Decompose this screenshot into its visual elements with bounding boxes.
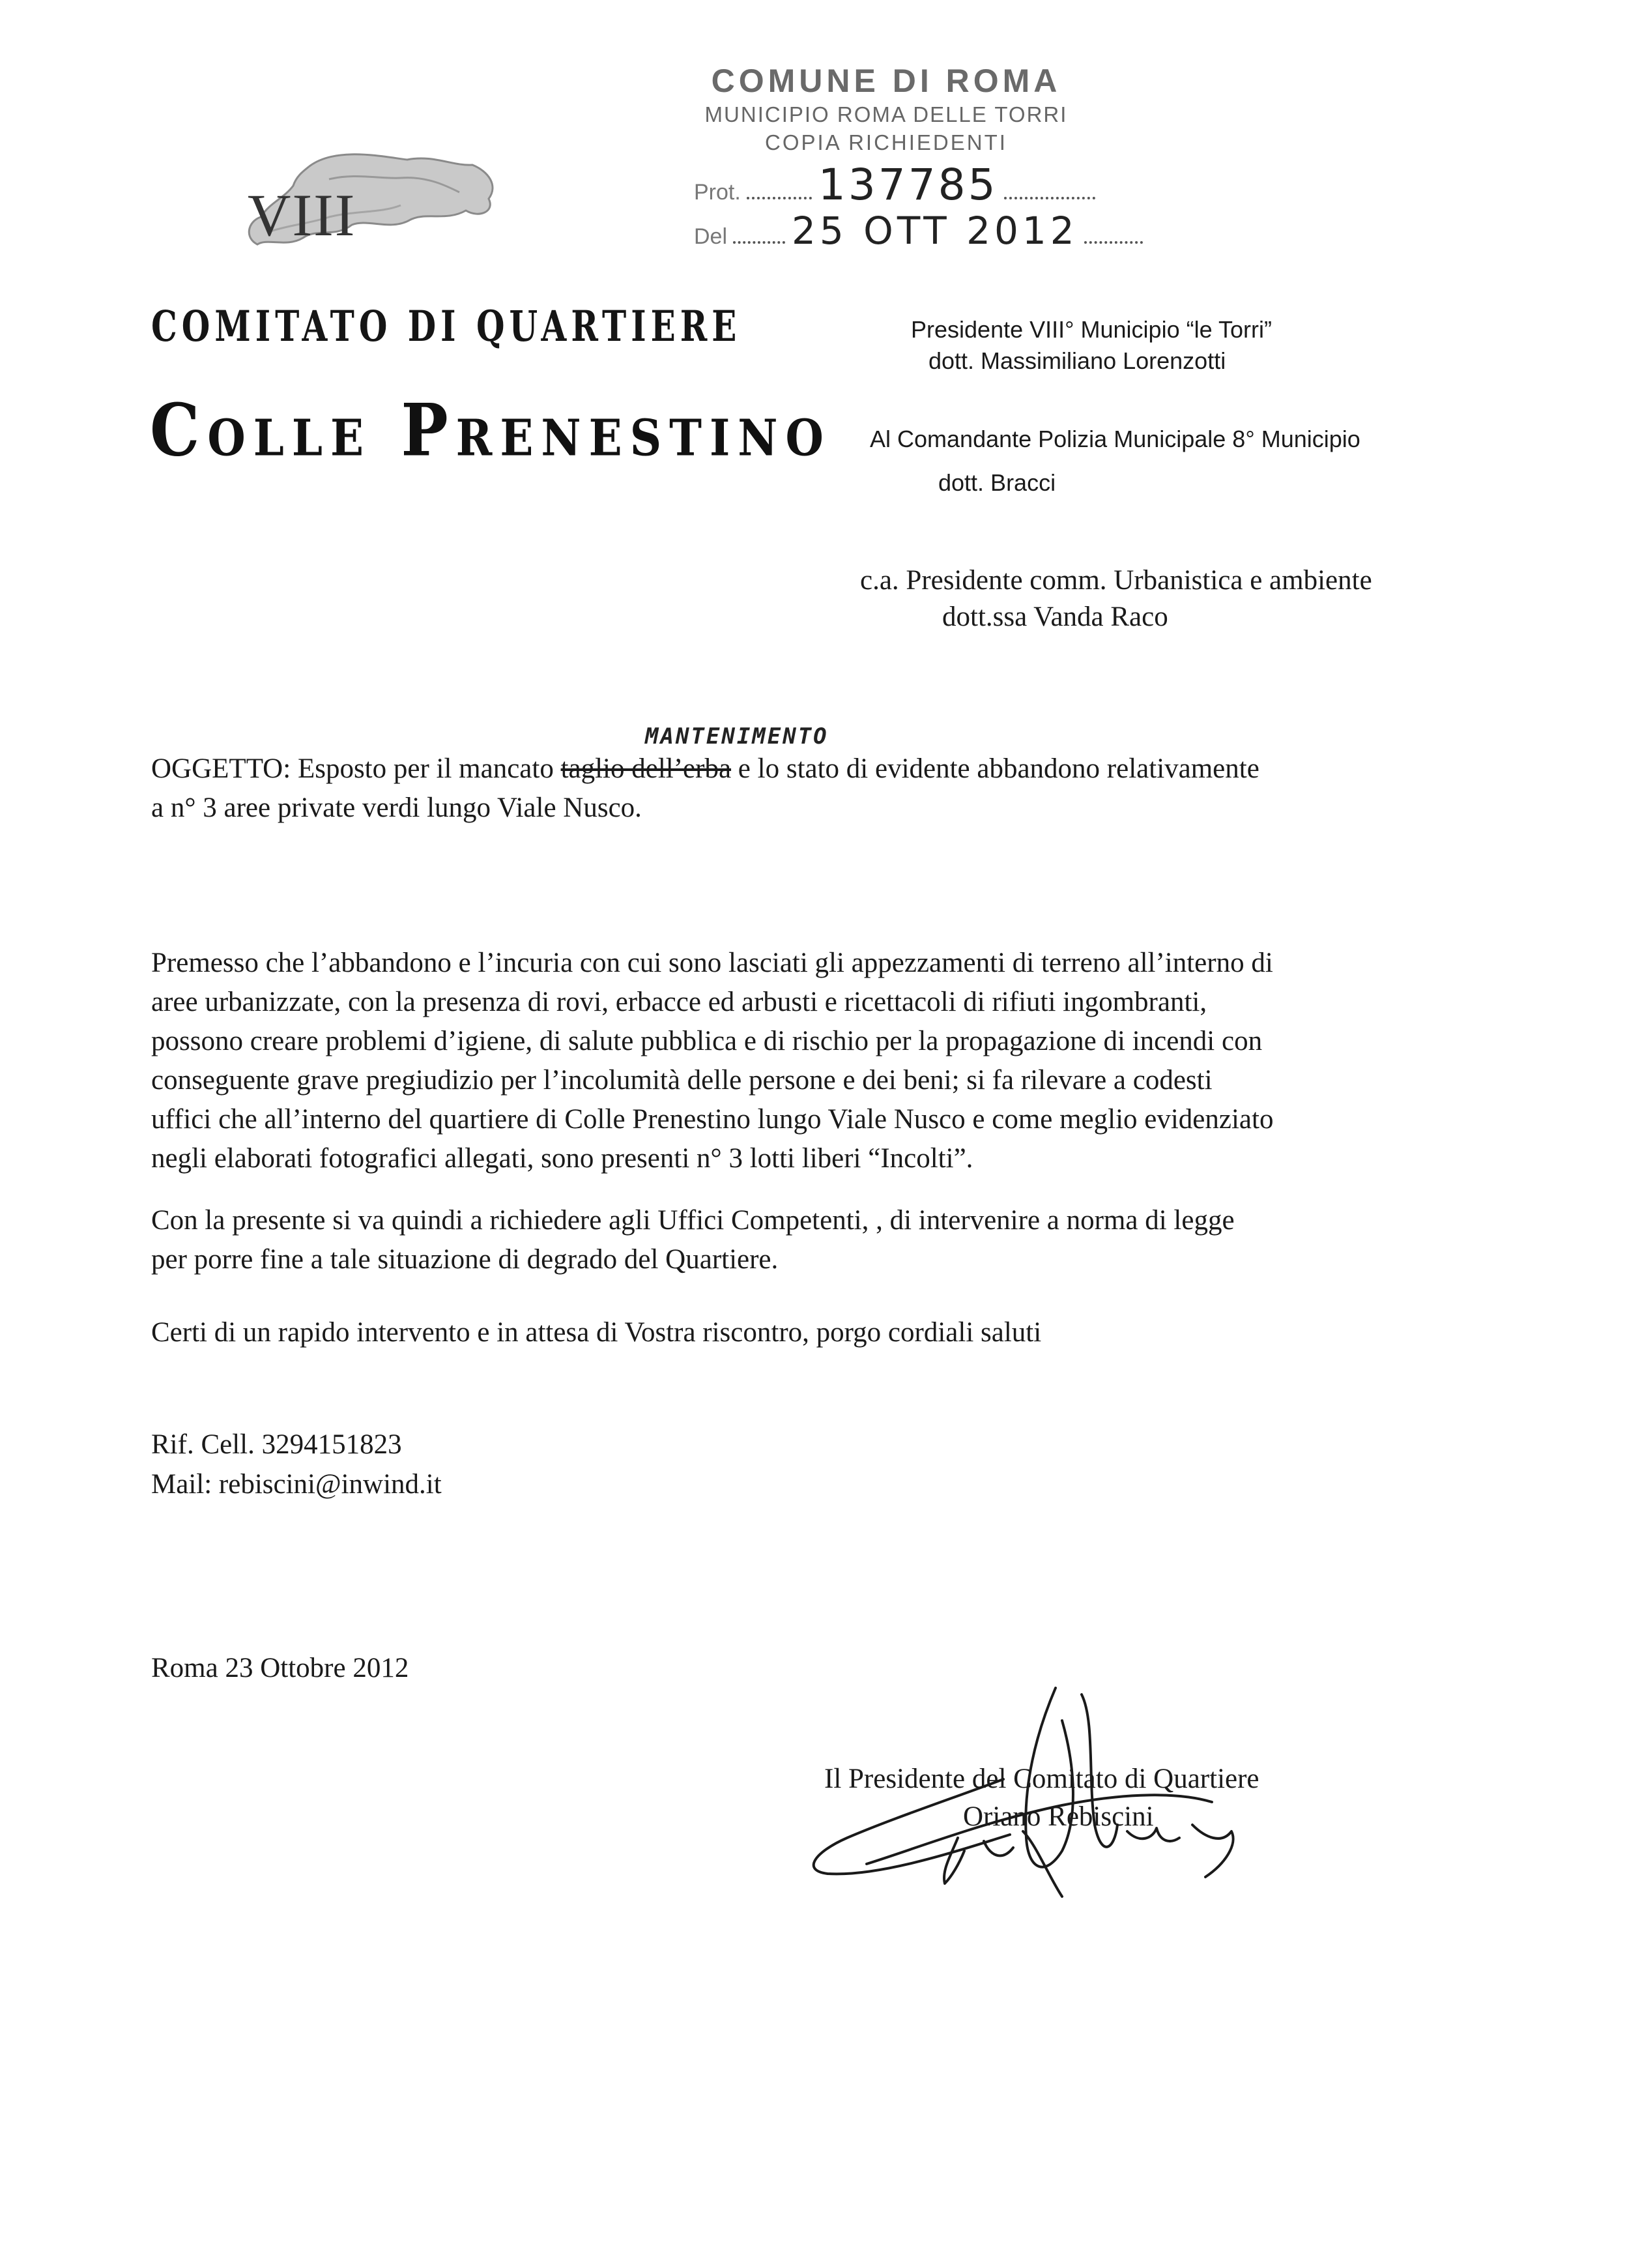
stamp-date: 25 OTT 2012	[791, 209, 1078, 253]
recipient-2-line-2: dott. Bracci	[938, 469, 1056, 496]
contact-phone: Rif. Cell. 3294151823	[151, 1429, 402, 1460]
stamp-municipio: MUNICIPIO ROMA DELLE TORRI	[704, 102, 1068, 126]
handwritten-correction: MANTENIMENTO	[645, 723, 829, 749]
handwritten-signature	[788, 1681, 1277, 1916]
recipient-3-line-2: dott.ssa Vanda Raco	[942, 602, 1168, 632]
subject-line-1	[151, 753, 1259, 785]
body-p1-line: aree urbanizzate, con la presenza di rovi, erbacce ed arbusti e ricettacoli di rifiuti ingombranti,	[151, 987, 1207, 1017]
recipient-2-line-1: Al Comandante Polizia Municipale 8° Municipio	[870, 426, 1360, 452]
stamp-prot-number: 137785	[818, 160, 998, 210]
body-p2-line: per porre fine a tale situazione di degrado del Quartiere.	[151, 1244, 779, 1275]
recipient-1-line-1: Presidente VIII° Municipio “le Torri”	[911, 316, 1272, 343]
body-p1-line: negli elaborati fotografici allegati, sono presenti n° 3 lotti liberi “Incolti”.	[151, 1143, 973, 1174]
body-p1-line: conseguente grave pregiudizio per l’incolumità delle persone e dei beni; si fa rilevare a codesti	[151, 1065, 1213, 1096]
body-paragraph-3	[151, 1313, 1493, 1352]
stamp-prot-row	[694, 160, 1095, 210]
subject-text-after: e lo stato di evidente abbandono relativamente	[731, 753, 1259, 784]
subject-text-before: Esposto per il mancato	[291, 753, 561, 784]
body-p2-line: Con la presente si va quindi a richiedere agli Uffici Competenti, , di intervenire a norma di legge	[151, 1205, 1235, 1236]
recipient-3-line-1: c.a. Presidente comm. Urbanistica e ambiente	[860, 565, 1372, 596]
contact-mail: Mail: rebiscini@inwind.it	[151, 1469, 442, 1500]
municipio-logo	[231, 140, 505, 264]
stamp-date-label: Del	[694, 224, 728, 249]
signature-name: Oriano Rebiscini	[963, 1801, 1154, 1832]
protocol-stamp	[678, 62, 1095, 257]
body-p1-line: possono creare problemi d’igiene, di salute pubblica e di rischio per la propagazione di incendi con	[151, 1026, 1263, 1056]
org-title: COMITATO DI QUARTIERE	[151, 301, 741, 351]
signature-icon	[788, 1681, 1277, 1916]
stamp-date-row	[694, 209, 1143, 253]
stamp-prot-label: Prot.	[694, 180, 741, 205]
closing-greeting: Certi di un rapido intervento e in attesa di Vostra riscontro, porgo cordiali saluti	[151, 1317, 1042, 1348]
stamp-copy-label: COPIA RICHIEDENTI	[765, 130, 1007, 154]
stamp-municipality: COMUNE DI ROMA	[711, 63, 1061, 99]
logo-roman-numeral: VIII	[248, 182, 356, 248]
subject-struck-text: taglio dell’erba	[560, 753, 732, 784]
signature-role: Il Presidente del Comitato di Quartiere	[824, 1764, 1259, 1794]
letter-date: Roma 23 Ottobre 2012	[151, 1653, 409, 1683]
body-p1-line: uffici che all’interno del quartiere di Colle Prenestino lungo Viale Nusco e come meglio evidenziato	[151, 1104, 1274, 1135]
body-p1-line: Premesso che l’abbandono e l’incuria con cui sono lasciati gli appezzamenti di terreno all’interno di	[151, 948, 1273, 978]
recipient-1-line-2: dott. Massimiliano Lorenzotti	[928, 347, 1226, 374]
subject-label: OGGETTO:	[151, 753, 291, 784]
body-paragraph-1	[151, 944, 1493, 1178]
org-name: Colle Prenestino	[150, 388, 831, 472]
body-paragraph-2	[151, 1201, 1493, 1279]
subject-line-2: a n° 3 aree private verdi lungo Viale Nusco.	[151, 792, 642, 823]
